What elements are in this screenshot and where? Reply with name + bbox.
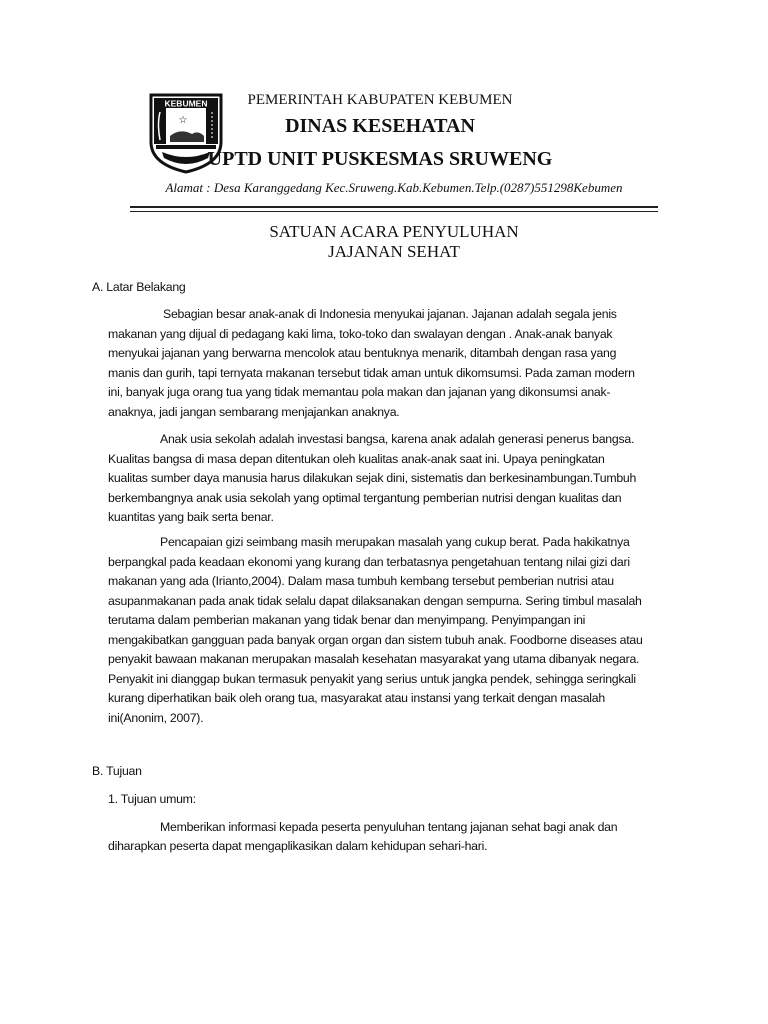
- paragraph-line: terutama dalam pemberian makanan yang tidak benar dan menyimpang. Penyimpangan ini: [108, 613, 586, 627]
- letterhead-department: DINAS KESEHATAN: [285, 115, 475, 137]
- paragraph-line: berkembangnya anak usia sekolah yang optimal tergantung pemberian nutrisi dengan kualitas dan: [108, 490, 622, 505]
- svg-text:KEBUMEN: KEBUMEN: [164, 98, 208, 109]
- paragraph-line: Anak usia sekolah adalah investasi bangsa, karena anak adalah generasi penerus bangsa.: [160, 432, 635, 446]
- paragraph-line: Kualitas bangsa di masa depan ditentukan oleh kualitas anak-anak saat ini. Upaya peningkatan: [108, 451, 605, 466]
- letterhead-divider: [130, 206, 658, 212]
- document-subtitle: JAJANAN SEHAT: [328, 242, 460, 261]
- paragraph-line: asupanmakanan pada anak tidak selalu dapat dilaksanakan dengan sempurna. Sering timbul masalah: [108, 593, 642, 608]
- section-a-heading: A. Latar Belakang: [92, 280, 186, 294]
- paragraph-line: ini, banyak juga orang tua yang tidak memantau pola makan dan jajanan yang dikonsumsi anak-: [108, 385, 611, 399]
- paragraph-line: menyukai jajanan yang berwarna mencolok atau bentuknya menarik, ditambah dengan rasa yang: [108, 346, 617, 360]
- paragraph-line: berpangkal pada keadaan ekonomi yang kurang dan terbatasnya pengetahuan tentang nilai gizi dari: [108, 554, 630, 569]
- paragraph-line: Sebagian besar anak-anak di Indonesia menyukai jajanan. Jajanan adalah segala jenis: [163, 307, 617, 321]
- paragraph-line: mengakibatkan gangguan pada banyak organ organ dan sistem tubuh anak. Foodborne diseases atau: [108, 632, 643, 647]
- svg-text:☆: ☆: [178, 115, 188, 126]
- tujuan-umum-line: diharapkan peserta dapat mengaplikasikan dalam kehidupan sehari-hari.: [108, 839, 488, 853]
- paragraph-line: penyakit bawaan makanan merupakan masalah kesehatan masyarakat yang utama dibanyak negara.: [108, 652, 640, 666]
- paragraph-line: anaknya, jadi jangan sembarang menjajankan anaknya.: [108, 404, 400, 419]
- paragraph-line: ini(Anonim, 2007).: [108, 710, 204, 725]
- section-b-heading: B. Tujuan: [92, 764, 142, 778]
- paragraph-line: kuantitas yang baik serta benar.: [108, 510, 274, 524]
- letterhead-address: Alamat : Desa Karanggedang Kec.Sruweng.Kab.Kebumen.Telp.(0287)551298Kebumen: [165, 180, 623, 195]
- paragraph-line: manis dan gurih, tapi ternyata makanan tersebut tidak aman untuk dikomsumsi. Pada zaman modern: [108, 365, 635, 380]
- document-title: SATUAN ACARA PENYULUHAN: [269, 222, 519, 241]
- paragraph-line: makanan yang dijual di pedagang kaki lima, toko-toko dan swalayan dengan . Anak-anak banyak: [108, 326, 613, 341]
- paragraph-line: Pencapaian gizi seimbang masih merupakan masalah yang cukup berat. Pada hakikatnya: [160, 535, 630, 549]
- tujuan-umum-heading: 1. Tujuan umum:: [108, 792, 196, 806]
- paragraph-line: kualitas sumber daya manusia harus dilakukan sejak dini, sistematis dan berkesinambungan.Tumbuh: [108, 471, 637, 485]
- letterhead-unit: UPTD UNIT PUSKESMAS SRUWENG: [207, 148, 553, 170]
- tujuan-umum-line: Memberikan informasi kepada peserta penyuluhan tentang jajanan sehat bagi anak dan: [160, 820, 618, 834]
- paragraph-line: kurang diperhatikan baik oleh orang tua, masyarakat atau instansi yang terkait dengan masalah: [108, 691, 605, 705]
- letterhead-government: PEMERINTAH KABUPATEN KEBUMEN: [247, 92, 513, 108]
- paragraph-line: makanan yang ada (Irianto,2004). Dalam masa tumbuh kembang tersebut pemberian nutrisi atau: [108, 574, 614, 588]
- paragraph-line: Penyakit ini dianggap bukan termasuk penyakit yang serius untuk jangka pendek, sehingga seringkali: [108, 671, 636, 686]
